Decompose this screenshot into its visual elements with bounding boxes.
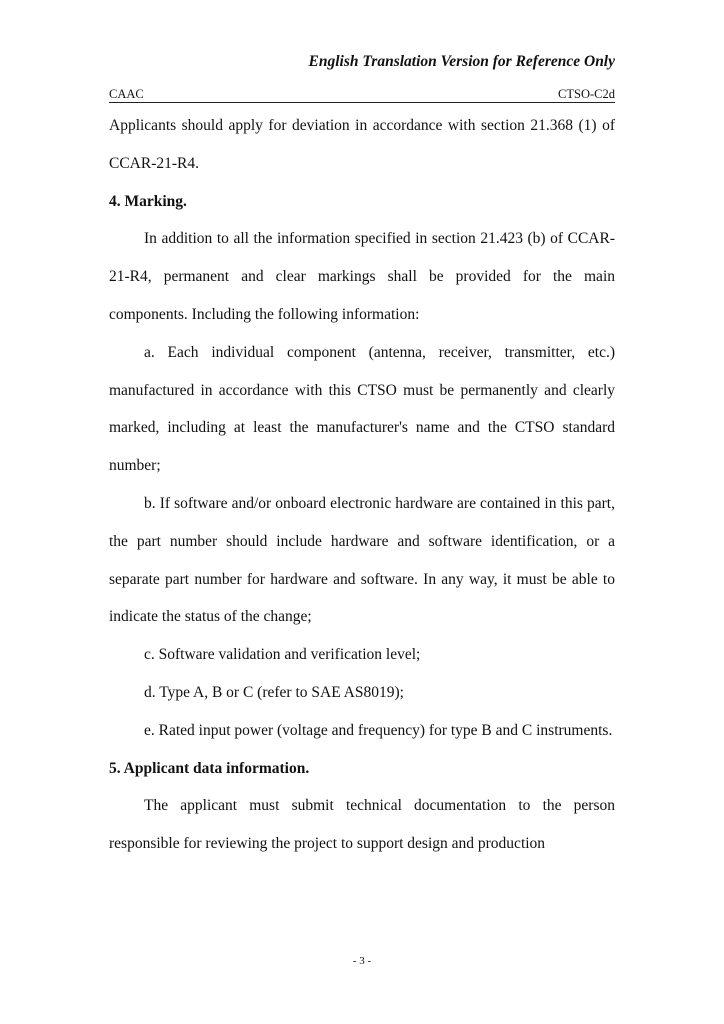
- running-header: [109, 86, 615, 103]
- list-item-d: d. Type A, B or C (refer to SAE AS8019);: [144, 683, 404, 701]
- list-item-c: c. Software validation and verification level;: [144, 646, 421, 664]
- page-number: - 3 -: [352, 955, 372, 967]
- body-text: [109, 107, 615, 863]
- list-item-e: e. Rated input power (voltage and frequency) for type B and C instruments.: [144, 721, 613, 739]
- header-title: English Translation Version for Reference Only: [308, 53, 615, 70]
- section-heading-marking: 4. Marking.: [109, 192, 187, 210]
- list-item-b: b. If software and/or onboard electronic hardware are contained in this part, the part number should include hardware and software identification, or a separate part number for hardware and software. In any way, it must be able to indicate the status of the change;: [109, 494, 615, 626]
- section-heading-applicant-data: 5. Applicant data information.: [109, 759, 310, 777]
- header-doc-id: CTSO-C2d: [558, 87, 615, 101]
- header-org: CAAC: [109, 87, 144, 101]
- paragraph-applicant-data: The applicant must submit technical documentation to the person responsible for reviewing the project to support design and production: [109, 797, 615, 853]
- paragraph-deviation: Applicants should apply for deviation in accordance with section 21.368 (1) of CCAR-21-R4.: [109, 117, 615, 172]
- list-item-a: a. Each individual component (antenna, receiver, transmitter, etc.) manufactured in accordance with this CTSO must be permanently and clearly marked, including at least the manufacturer's name and the CTSO standard number;: [109, 343, 615, 475]
- paragraph-marking-intro: In addition to all the information specified in section 21.423 (b) of CCAR-21-R4, permanent and clear markings shall be provided for the main components. Including the following information:: [109, 230, 615, 323]
